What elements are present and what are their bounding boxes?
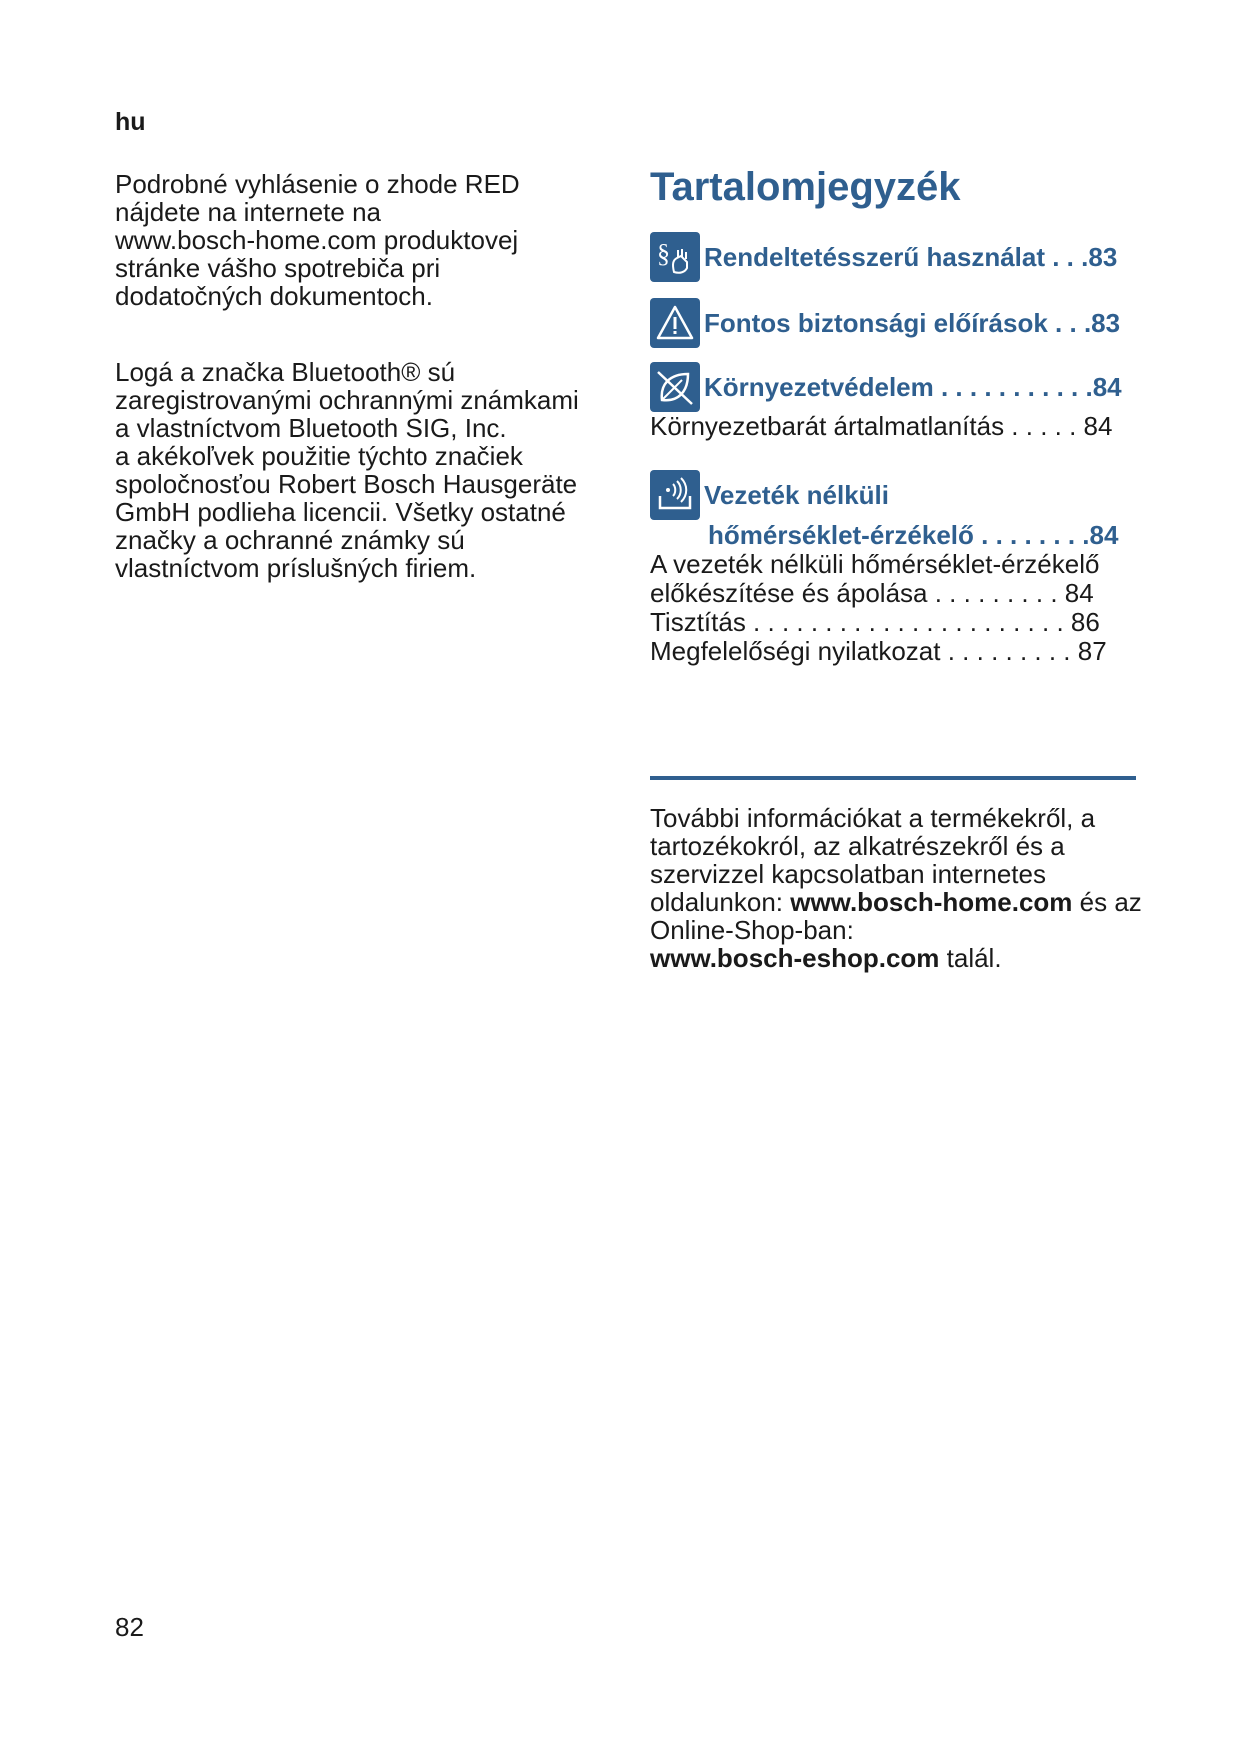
toc-section-safety[interactable] bbox=[650, 298, 1160, 348]
bosch-eshop-link[interactable]: www.bosch-eshop.com bbox=[650, 943, 940, 973]
page-number: 82 bbox=[115, 1612, 144, 1642]
info-text: talál. bbox=[939, 943, 1002, 973]
toc-entry[interactable] bbox=[650, 579, 1160, 608]
red-declaration-paragraph: Podrobné vyhlásenie o zhode RED nájdete na internete na www.bosch-home.com produktovej stránke vášho spotrebiča pri dodatočných dokumentoch. bbox=[115, 169, 520, 311]
toc-dots: . . . . . . . . . bbox=[927, 578, 1065, 608]
leaf-icon bbox=[650, 362, 700, 412]
toc-dots: . . . . . . . . . bbox=[940, 636, 1078, 666]
toc-dots: . . . . . . . . . . . bbox=[933, 371, 1093, 402]
toc-section-title: Fontos biztonsági előírások bbox=[704, 307, 1048, 338]
toc-page-number: 87 bbox=[1077, 636, 1107, 666]
more-info-paragraph bbox=[650, 804, 1150, 972]
info-text: és az Online-Shop-ban: bbox=[650, 887, 1142, 945]
toc-entry-text: Megfelelőségi nyilatkozat bbox=[650, 636, 941, 666]
left-column bbox=[115, 170, 615, 582]
section-hand-icon bbox=[650, 232, 700, 282]
toc-entry-text: Tisztítás bbox=[650, 607, 746, 637]
toc-page-number: 84 bbox=[1092, 371, 1122, 402]
toc-section-title-line1: Vezeték nélküli bbox=[704, 479, 889, 510]
bosch-home-link[interactable]: www.bosch-home.com bbox=[790, 887, 1073, 917]
bluetooth-trademark-paragraph: Logá a značka Bluetooth® sú zaregistrovanými ochrannými známkami a vlastníctvom Bluetooth SIG, Inc. a akékoľvek použitie týchto značiek spoločnosťou Robert Bosch Hausgeräte GmbH podlieha licencii. Všetky ostatné značky a ochranné známky sú vlastníctvom príslušných firiem. bbox=[115, 357, 579, 583]
toc-page-number: 84 bbox=[1083, 411, 1113, 441]
toc-title: Tartalomjegyzék bbox=[650, 165, 961, 209]
info-text: További információkat a termékekről, a tartozékokról, az alkatrészekről és a szervizzel kapcsolatban internetes oldalunkon: bbox=[650, 803, 1096, 917]
toc-section-title-line2: hőmérséklet-érzékelő bbox=[708, 520, 974, 550]
toc-page-number: 83 bbox=[1091, 307, 1121, 338]
wireless-sensor-icon bbox=[650, 470, 700, 520]
svg-text:§: § bbox=[657, 239, 670, 268]
toc-entry-text: előkészítése és ápolása bbox=[650, 578, 928, 608]
toc-dots: . . . bbox=[1045, 241, 1089, 272]
toc-entry[interactable] bbox=[650, 412, 1160, 441]
toc-entry[interactable] bbox=[650, 550, 1160, 579]
toc-dots: . . . . . . . . . . . . . . . . . . . . . . bbox=[745, 607, 1071, 637]
toc-dots: . . . . . bbox=[1004, 411, 1084, 441]
toc-page-number: 83 bbox=[1088, 241, 1118, 272]
warning-triangle-icon bbox=[650, 298, 700, 348]
toc-entry-text: Környezetbarát ártalmatlanítás bbox=[650, 411, 1005, 441]
toc-entry-text: A vezeték nélküli hőmérséklet-érzékelő bbox=[650, 549, 1100, 579]
divider bbox=[650, 776, 1136, 780]
toc-section-environment[interactable] bbox=[650, 362, 1160, 441]
toc-page-number: 84 bbox=[1089, 520, 1119, 550]
toc-section-title: Környezetvédelem bbox=[704, 371, 934, 402]
toc-section-title: Rendeltetésszerű használat bbox=[704, 241, 1046, 272]
toc-page-number: 86 bbox=[1070, 607, 1100, 637]
toc-dots: . . . bbox=[1047, 307, 1092, 338]
language-code: hu bbox=[115, 108, 146, 136]
toc-entry[interactable] bbox=[650, 637, 1160, 666]
toc-dots: . . . . . . . . bbox=[973, 520, 1090, 550]
toc-section-intended-use[interactable] bbox=[650, 232, 1160, 282]
toc-entry[interactable] bbox=[650, 608, 1160, 637]
toc-section-wireless-sensor[interactable] bbox=[650, 470, 1160, 666]
toc-page-number: 84 bbox=[1064, 578, 1094, 608]
